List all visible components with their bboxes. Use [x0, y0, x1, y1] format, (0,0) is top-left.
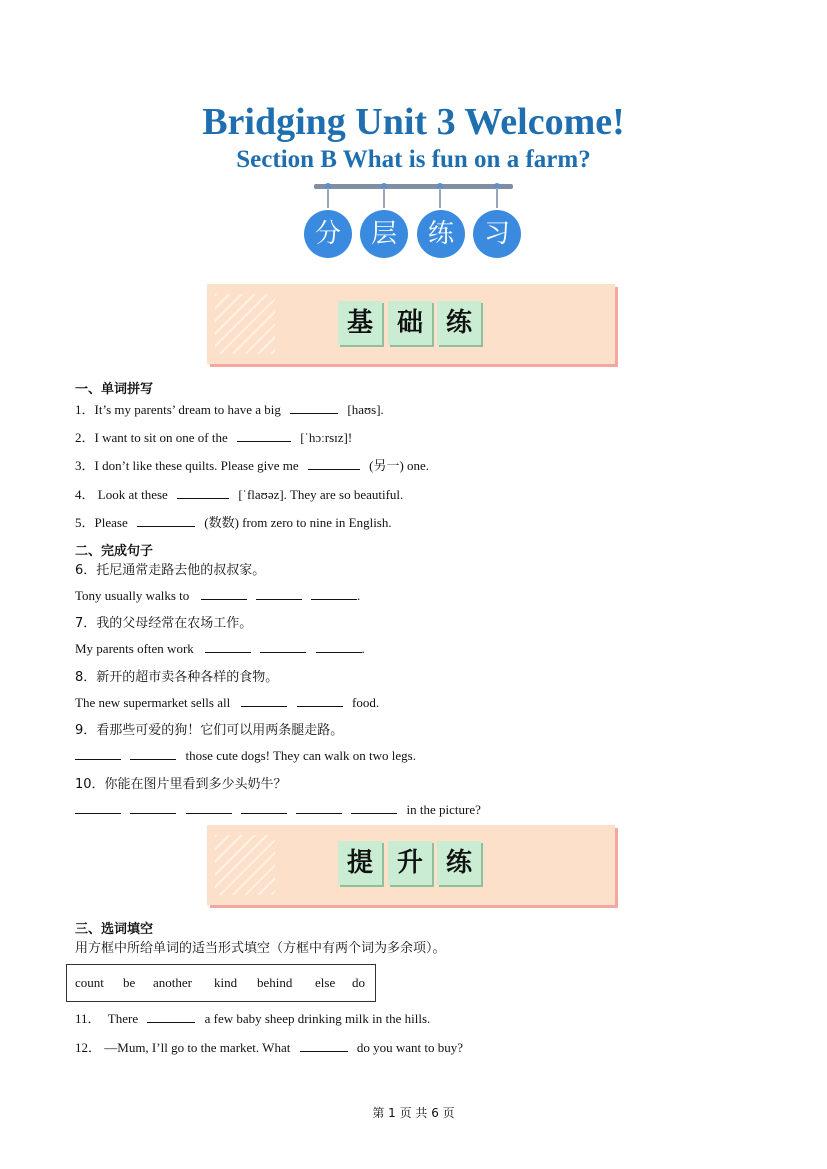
word-bank-item: do [352, 975, 365, 990]
answer-blank[interactable] [75, 801, 121, 814]
question-4 [75, 484, 403, 503]
question-text: . [361, 641, 365, 656]
question-text: I don’t like these quilts. Please give me [94, 458, 299, 473]
answer-blank[interactable] [311, 587, 357, 600]
question-9-english [75, 747, 416, 764]
question-3 [75, 455, 429, 474]
page-footer: 第 1 页 共 6 页 [372, 1106, 455, 1120]
answer-blank[interactable] [75, 747, 121, 760]
question-text: food. [351, 695, 380, 710]
question-11 [75, 1008, 430, 1027]
question-5 [75, 512, 392, 531]
hanger-string [496, 188, 498, 208]
answer-blank[interactable] [130, 801, 176, 814]
question-text: My parents often work [75, 641, 194, 656]
question-6-english [75, 587, 360, 604]
section-heading: 三、选词填空 [75, 922, 154, 937]
page-subtitle: Section B What is fun on a farm? [236, 146, 591, 173]
word-bank-item: be [123, 975, 136, 990]
badge-circle: 层 [360, 210, 408, 258]
question-hint: [ˈflaʊəz]. They are so beautiful. [238, 487, 404, 502]
section-heading: 一、单词拼写 [75, 382, 154, 397]
question-10-english [75, 801, 481, 818]
word-bank-item: else [315, 975, 336, 990]
badge-circle: 习 [473, 210, 521, 258]
question-hint: [ˈhɔːrsɪz]! [300, 430, 353, 445]
question-2 [75, 427, 352, 446]
question-text: those cute dogs! They can walk on two legs. [185, 748, 416, 763]
answer-blank[interactable] [137, 514, 195, 527]
banner-tile: 练 [437, 301, 481, 345]
answer-blank[interactable] [241, 801, 287, 814]
answer-blank[interactable] [300, 1039, 348, 1052]
question-12 [75, 1037, 463, 1056]
hanger-bar [314, 184, 513, 189]
section-heading: 二、完成句子 [75, 544, 154, 559]
answer-blank[interactable] [351, 801, 397, 814]
banner-tile: 基 [338, 301, 382, 345]
word-bank-box [66, 964, 376, 1002]
question-text: Tony usually walks to [75, 588, 190, 603]
hanger-string [439, 188, 441, 208]
question-7-chinese: 7．我的父母经常在农场工作。 [75, 616, 253, 631]
answer-blank[interactable] [130, 747, 176, 760]
badge-circle: 分 [304, 210, 352, 258]
banner-advanced-practice [207, 825, 615, 905]
question-8-english [75, 694, 379, 711]
question-text: —Mum, I’ll go to the market. What [104, 1040, 291, 1055]
hanger-string [383, 188, 385, 208]
question-number: 2． [75, 430, 95, 445]
answer-blank[interactable] [297, 694, 343, 707]
question-text: There [107, 1011, 139, 1026]
answer-blank[interactable] [177, 486, 229, 499]
banner-decoration [215, 835, 275, 895]
question-6-chinese: 6．托尼通常走路去他的叔叔家。 [75, 563, 266, 578]
page-title: Bridging Unit 3 Welcome! [202, 101, 625, 143]
section-instruction: 用方框中所给单词的适当形式填空（方框中有两个词为多余项）。 [75, 941, 446, 956]
question-text: Please [94, 515, 128, 530]
badge-circle: 练 [417, 210, 465, 258]
answer-blank[interactable] [256, 587, 302, 600]
question-number: 4． [75, 487, 95, 502]
question-text: It’s my parents’ dream to have a big [94, 402, 281, 417]
banner-tile: 提 [338, 841, 382, 885]
answer-blank[interactable] [186, 801, 232, 814]
question-number: 5． [75, 515, 95, 530]
answer-blank[interactable] [260, 640, 306, 653]
word-bank-item: another [153, 975, 192, 990]
question-text: do you want to buy? [356, 1040, 463, 1055]
word-bank-item: behind [257, 975, 293, 990]
question-text: I want to sit on one of the [94, 430, 228, 445]
banner-decoration [215, 294, 275, 354]
hanger-string [327, 188, 329, 208]
answer-blank[interactable] [201, 587, 247, 600]
question-10-chinese: 10．你能在图片里看到多少头奶牛？ [75, 777, 287, 792]
word-bank-item: count [75, 975, 104, 990]
question-hint: [haʊs]. [347, 402, 384, 417]
answer-blank[interactable] [308, 457, 360, 470]
question-number: 12． [75, 1040, 102, 1055]
question-7-english [75, 640, 365, 657]
question-text: Look at these [94, 487, 168, 502]
answer-blank[interactable] [205, 640, 251, 653]
question-1 [75, 399, 384, 418]
question-text: in the picture? [406, 802, 481, 817]
answer-blank[interactable] [241, 694, 287, 707]
question-number: 3． [75, 458, 95, 473]
question-9-chinese: 9．看那些可爱的狗！它们可以用两条腿走路。 [75, 723, 344, 738]
answer-blank[interactable] [316, 640, 362, 653]
banner-tile: 础 [388, 301, 432, 345]
question-number: 1． [75, 402, 95, 417]
banner-tile: 升 [388, 841, 432, 885]
question-number: 11． [75, 1011, 101, 1026]
banner-basic-practice [207, 284, 615, 364]
question-hint: (数数) from zero to nine in English. [204, 515, 392, 530]
question-text: a few baby sheep drinking milk in the hills. [204, 1011, 431, 1026]
answer-blank[interactable] [237, 429, 291, 442]
question-text: The new supermarket sells all [75, 695, 231, 710]
answer-blank[interactable] [296, 801, 342, 814]
question-hint: (另一) one. [369, 458, 430, 473]
answer-blank[interactable] [290, 401, 338, 414]
answer-blank[interactable] [147, 1010, 195, 1023]
question-8-chinese: 8．新开的超市卖各种各样的食物。 [75, 670, 279, 685]
question-text: . [357, 588, 361, 603]
banner-tile: 练 [437, 841, 481, 885]
word-bank-item: kind [214, 975, 238, 990]
